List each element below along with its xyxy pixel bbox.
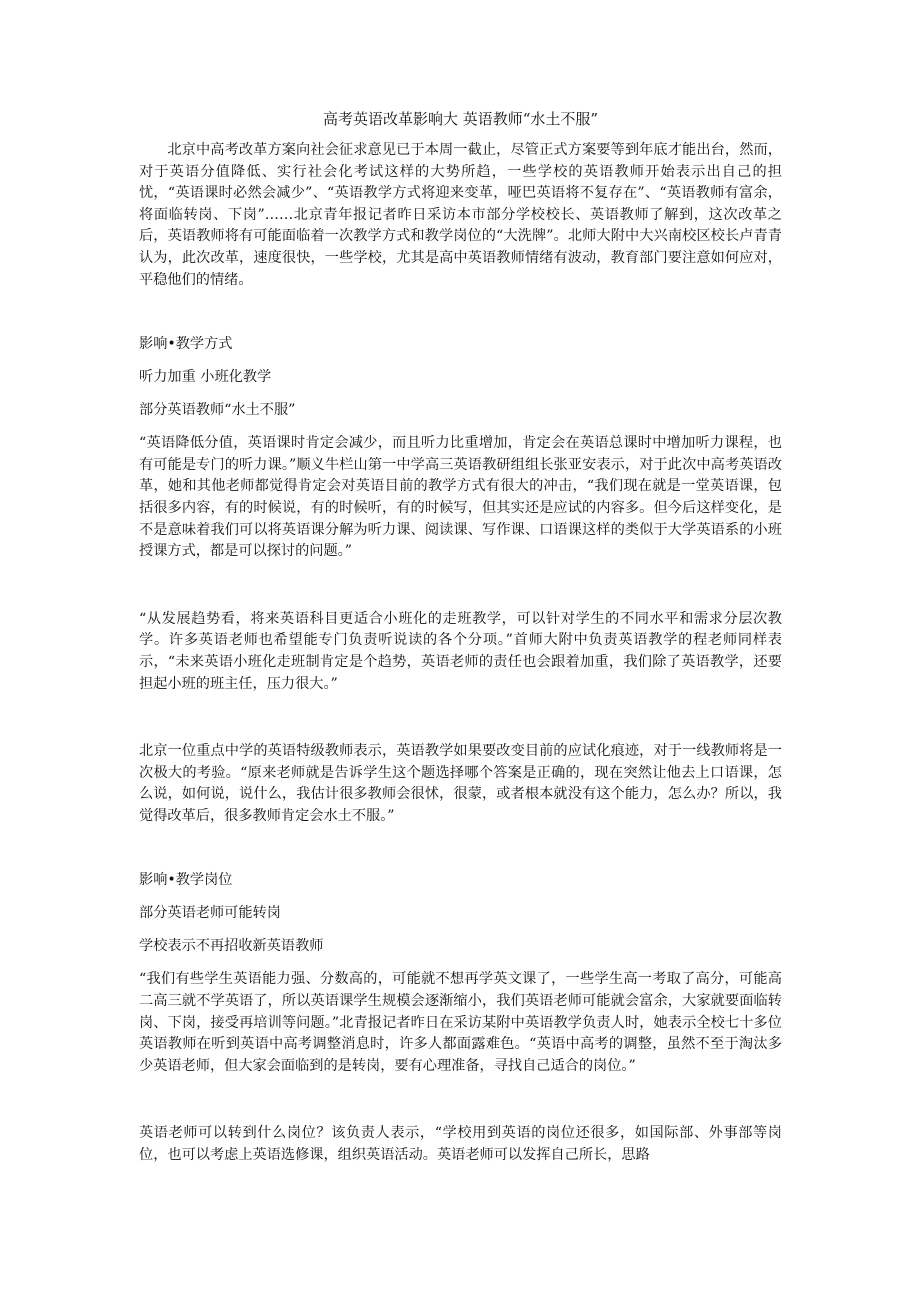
body-paragraph: “我们有些学生英语能力强、分数高的，可能就不想再学英文课了，一些学生高一考取了高分，可能高二高三就不学英语了，所以英语课学生规模会逐渐缩小，我们英语老师可能就会富余，大家就要面临转岗、下岗，接受再培训等问题。”北青报记者昨日在采访某附中英语教学负责人时，她表示全校七十多位英语教师在听到英语中高考调整消息时，许多人都面露难色。“英语中高考的调整，虽然不至于淘汰多少英语老师，但大家会面临到的是转岗，要有心理准备，寻找自己适合的岗位。”	[139, 971, 782, 1074]
spacer	[139, 355, 782, 367]
spacer	[139, 388, 782, 400]
body-paragraph: “英语降低分值，英语课时肯定会减少，而且听力比重增加，肯定会在英语总课时中增加听力课程，也有可能是专门的听力课。”顺义牛栏山第一中学高三英语教研组组长张亚安表示，对于此次中高考英语改革，她和其他老师都觉得肯定会对英语目前的教学方式有很大的冲击，“我们现在就是一堂英语课，包括很多内容，有的时候说，有的时候听，有的时候写，但其实还是应试的内容多。但今后这样变化，是不是意味着我们可以将英语课分解为听力课、阅读课、写作课、口语课这样的类似于大学英语系的小班授课方式，都是可以探讨的问题。”	[139, 435, 782, 560]
section-heading-teaching-post: 影响•教学岗位	[139, 872, 233, 889]
document-title: 高考英语改革影响大 英语教师“水土不服”	[322, 110, 599, 128]
body-paragraph: 英语老师可以转到什么岗位？该负责人表示，“学校用到英语的岗位还很多，如国际部、外事部等岗位，也可以考虑上英语选修课，组织英语活动。英语老师可以发挥自己所长，思路	[139, 1125, 782, 1164]
spacer	[139, 957, 782, 969]
spacer	[139, 421, 782, 433]
spacer	[139, 1077, 782, 1123]
body-paragraph: 北京一位重点中学的英语特级教师表示，英语教学如果要改变目前的应试化痕迹，对于一线教师将是一次极大的考验。“原来老师就是告诉学生这个题选择哪个答案是正确的，现在突然让他去上口语课，怎么说，如何说，说什么，我估计很多教师会很怵，很蒙，或者根本就没有这个能力，怎么办？所以，我觉得改革后，很多教师肯定会水土不服。”	[139, 743, 782, 824]
subheading-listening: 听力加重 小班化教学	[139, 369, 272, 386]
spacer	[139, 827, 782, 870]
document-body	[139, 108, 782, 1167]
body-paragraph: “从发展趋势看，将来英语科目更适合小班化的走班教学，可以针对学生的不同水平和需求分层次教学。许多英语老师也希望能专门负责听说读的各个分项。”首师大附中负责英语教学的程老师同样表示，“未来英语小班化走班制肯定是个趋势，英语老师的责任也会跟着加重，我们除了英语教学，还要担起小班的班主任，压力很大。”	[139, 610, 782, 692]
subheading-unfit: 部分英语教师“水土不服”	[139, 402, 296, 419]
spacer	[139, 924, 782, 936]
spacer	[139, 563, 782, 609]
subheading-no-recruit: 学校表示不再招收新英语教师	[139, 938, 324, 955]
spacer	[139, 695, 782, 741]
spacer	[139, 291, 782, 334]
spacer	[139, 891, 782, 903]
section-heading-teaching-method: 影响•教学方式	[139, 336, 233, 353]
subheading-transfer: 部分英语老师可能转岗	[139, 905, 281, 922]
intro-paragraph: 北京中高考改革方案向社会征求意见已于本周一截止，尽管正式方案要等到年底才能出台，然而，对于英语分值降低、实行社会化考试这样的大势所趋，一些学校的英语教师开始表示出自己的担忧，“英语课时必然会减少”、“英语教学方式将迎来变革，哑巴英语将不复存在”、“英语教师有富余，将面临转岗、下岗”……北京青年报记者昨日采访本市部分学校校长、英语教师了解到，这次改革之后，英语教师将有可能面临着一次教学方式和教学岗位的“大洗牌”。北师大附中大兴南校区校长卢青青认为，此次改革，速度很快，一些学校，尤其是高中英语教师情绪有波动，教育部门要注意如何应对，平稳他们的情绪。	[139, 142, 782, 288]
